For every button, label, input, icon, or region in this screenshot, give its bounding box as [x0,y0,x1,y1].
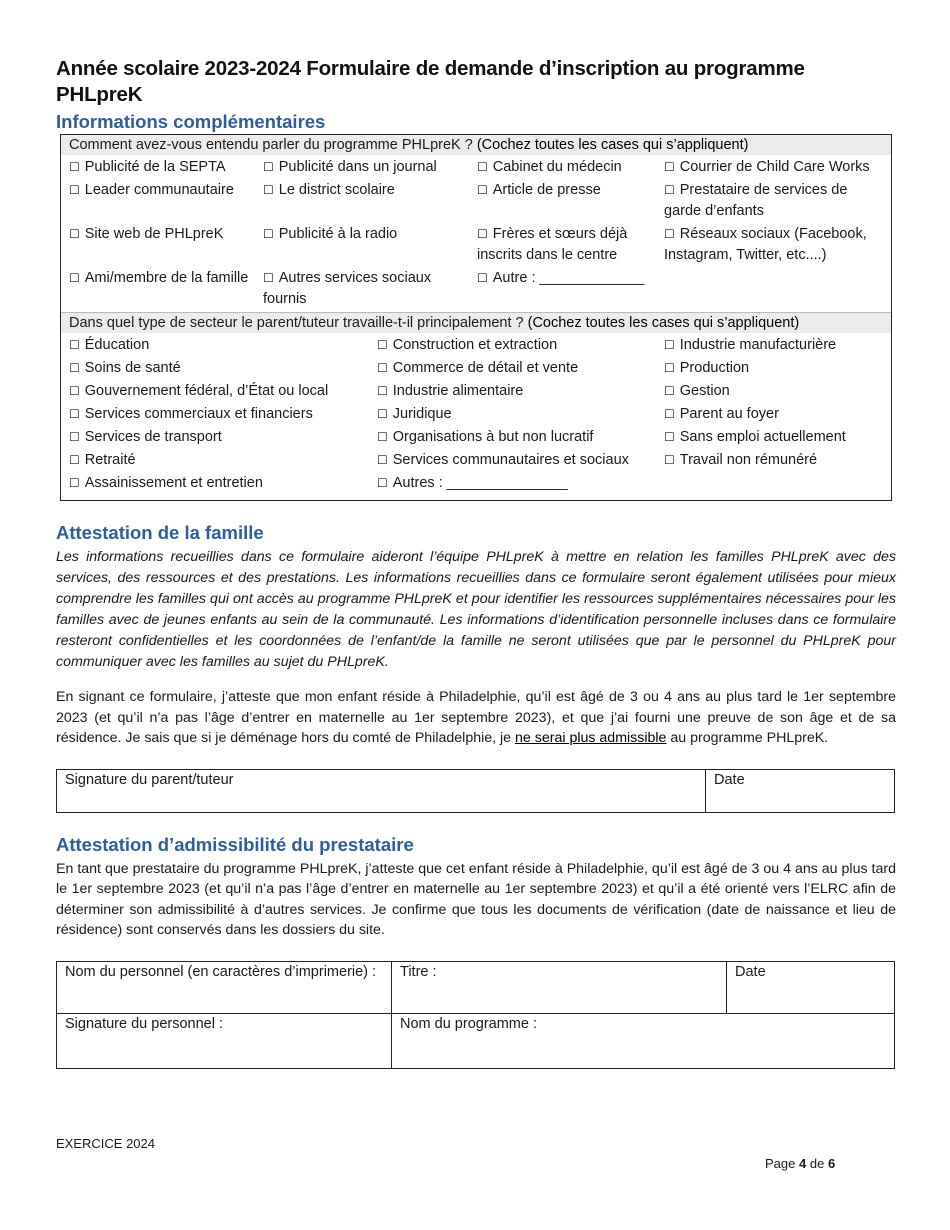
parent-signature-label: Signature du parent/tuteur [65,771,234,788]
checkbox-icon[interactable]: ☐ [377,430,388,444]
checkbox-icon[interactable]: ☐ [69,407,80,421]
heard-about-option [664,180,893,222]
sector-option [377,335,664,356]
section-heading-provider: Attestation d’admissibilité du prestataire [56,833,414,855]
checkbox-icon[interactable]: ☐ [477,183,488,197]
checkbox-icon[interactable]: ☐ [69,384,80,398]
sector-option-label: Gestion [679,383,730,399]
sector-option-label: Sans emploi actuellement [679,429,846,445]
question-hint: (Cochez toutes les cases qui s’appliquent) [476,137,749,153]
provider-date-label: Date [735,963,766,980]
heard-about-option-label: Réseaux sociaux (Facebook, Instagram, Twitter, etc....) [664,226,867,263]
parent-signature-field[interactable] [57,769,706,812]
family-info-paragraph: Les informations recueillies dans ce formulaire aideront l’équipe PHLpreK à mettre en relation les familles PHLpreK avec des services, des ressources et des prestations. Les informations recueillies dans ce formulaire seront également utilisées pour mieux comprendre les familles qui ont accès au programme PHLpreK et pour identifier les ressources supplémentaires nécessaires pour les familles avec de jeunes enfants au sein de la communauté. Les informations d’identification personnelle incluses dans ce formulaire resteront confidentielles et les coordonnées de l’enfant/de la famille ne seront utilisées que par le personnel du PHLpreK pour communiquer avec les familles au sujet du PHLpreK. [56,549,896,670]
staff-signature-label: Signature du personnel : [65,1015,223,1032]
sector-option-label: Soins de santé [84,360,181,376]
sector-option [664,335,890,356]
heard-about-option-label: Publicité à la radio [278,226,398,242]
heard-about-option [477,224,664,266]
sector-option [69,450,377,471]
checkbox-icon[interactable]: ☐ [477,227,488,241]
checkbox-icon[interactable]: ☐ [664,361,675,375]
sector-option-label: Services communautaires et sociaux [392,452,629,468]
heard-about-option-label: Ami/membre de la famille [84,270,249,286]
sector-option [69,335,377,356]
checkbox-icon[interactable]: ☐ [664,227,675,241]
sector-option [69,404,377,425]
sector-options [61,333,891,500]
heard-about-option [263,157,477,178]
checkbox-icon[interactable]: ☐ [664,407,675,421]
heard-about-options [61,155,891,312]
staff-signature-field[interactable] [57,1013,392,1068]
family-attestation-paragraph [56,687,896,749]
heard-about-option-label: Courrier de Child Care Works [679,159,870,175]
heard-about-option-label: Autre : _____________ [492,270,645,286]
heard-about-option-label: Site web de PHLpreK [84,226,224,242]
heard-about-option-label: Article de presse [492,182,601,198]
sector-option [664,358,890,379]
sector-option [377,404,664,425]
checkbox-icon[interactable]: ☐ [69,183,80,197]
heard-about-option [664,157,893,178]
page-current: 4 [799,1156,807,1171]
question-hint: (Cochez toutes les cases qui s’appliquent) [527,315,800,331]
checkbox-icon[interactable]: ☐ [664,430,675,444]
provider-attestation-paragraph: En tant que prestataire du programme PHLpreK, j’atteste que cet enfant réside à Philadelphie, qu’il est âgé de 3 ou 4 ans au plus tard le 1er septembre 2023 (et qu’il n’a pas l’âge d’entrer en maternelle au 1er septembre 2023) et qu’il a été orienté vers l’ELRC afin de déterminer son admissibilité à d’autres services. Je confirme que tous les documents de vérification (date de naissance et lieu de résidence) sont conservés dans les dossiers du site. [56,860,896,938]
heard-about-option [477,180,664,222]
page-separator: de [809,1156,825,1171]
question-sector [61,312,891,333]
heard-about-option [263,180,477,222]
checkbox-icon[interactable]: ☐ [69,430,80,444]
checkbox-icon[interactable]: ☐ [377,384,388,398]
heard-about-option [69,157,263,178]
sector-option-label: Autres : _______________ [392,475,568,491]
heard-about-option-label: Leader communautaire [84,182,234,198]
sector-option [377,427,664,448]
sector-option-label: Gouvernement fédéral, d’État ou local [84,383,329,399]
sector-option-label: Assainissement et entretien [84,475,263,491]
sector-option [664,450,890,471]
attestation-text-b: au programme PHLpreK. [670,730,829,746]
checkbox-icon[interactable]: ☐ [69,361,80,375]
sector-option-label: Services de transport [84,429,222,445]
sector-option [377,473,664,494]
form-page [56,56,896,1069]
heard-about-option-label: Frères et sœurs déjà inscrits dans le centre [477,226,628,263]
checkbox-icon[interactable]: ☐ [69,453,80,467]
heard-about-option-label: Le district scolaire [278,182,395,198]
parent-signature-table [56,769,895,813]
question-text: Dans quel type de secteur le parent/tuteur travaille-t-il principalement ? [69,315,524,331]
heard-about-option [263,224,477,266]
title-label: Titre : [400,963,437,980]
checkbox-icon[interactable]: ☐ [477,160,488,174]
sector-option [69,358,377,379]
checkbox-icon[interactable]: ☐ [377,407,388,421]
fiscal-year-footer: EXERCICE 2024 [56,1136,155,1151]
not-eligible-emphasis: ne serai plus admissible [515,730,667,746]
document-title: Année scolaire 2023-2024 Formulaire de demande d’inscription au programme PHLpreK [56,57,805,106]
sector-option [69,427,377,448]
sector-option-label: Parent au foyer [679,406,779,422]
sector-option-label: Organisations à but non lucratif [392,429,594,445]
heard-about-option-label: Prestataire de services de garde d’enfants [664,182,848,219]
checkbox-icon[interactable]: ☐ [263,160,274,174]
page-prefix: Page [765,1156,796,1171]
sector-option-label: Travail non rémunéré [679,452,818,468]
page-total: 6 [827,1156,836,1171]
sector-option-label: Construction et extraction [392,337,558,353]
sector-option-label: Production [679,360,750,376]
question-text: Comment avez-vous entendu parler du programme PHLpreK ? [69,137,473,153]
question-heard-about [61,135,891,155]
heard-about-option [69,268,263,310]
checkbox-icon[interactable]: ☐ [377,361,388,375]
checkbox-icon[interactable]: ☐ [69,476,80,490]
section-heading-info: Informations complémentaires [56,111,326,132]
heard-about-option [263,268,477,310]
heard-about-option-label: Autres services sociaux fournis [263,270,432,307]
info-box [60,134,892,501]
heard-about-option [664,224,893,266]
sector-option-label: Commerce de détail et vente [392,360,579,376]
title-field[interactable] [392,961,727,1013]
sector-option [664,427,890,448]
sector-option-label: Juridique [392,406,452,422]
checkbox-icon[interactable]: ☐ [69,338,80,352]
checkbox-icon[interactable]: ☐ [263,271,274,285]
attestation-text-a: En signant ce formulaire, j’atteste que mon enfant réside à Philadelphie, qu’il est âgé de 3 ou 4 ans au plus tard le 1er septembre 2023 (et qu’il n’a pas l’âge d’entrer en maternelle au 1er septembre 2023), et que j’ai fourni une preuve de son âge et de sa résidence. Je sais que si je déménage hors du comté de Philadelphie, je [56,689,896,746]
sector-option [69,473,377,494]
heard-about-option-label: Cabinet du médecin [492,159,622,175]
staff-name-field[interactable] [57,961,392,1013]
checkbox-icon[interactable]: ☐ [664,453,675,467]
checkbox-icon[interactable]: ☐ [477,271,488,285]
sector-option-label: Retraité [84,452,136,468]
program-name-field[interactable] [392,1013,895,1068]
sector-option-label: Éducation [84,337,150,353]
sector-option [664,404,890,425]
parent-date-field[interactable] [706,769,895,812]
sector-option-label: Industrie manufacturière [679,337,837,353]
heard-about-option-label: Publicité de la SEPTA [84,159,226,175]
checkbox-icon[interactable]: ☐ [377,338,388,352]
heard-about-option [477,268,664,310]
provider-date-field[interactable] [727,961,895,1013]
sector-option [377,381,664,402]
checkbox-icon[interactable]: ☐ [377,476,388,490]
checkbox-icon[interactable]: ☐ [263,183,274,197]
checkbox-icon[interactable]: ☐ [69,160,80,174]
heard-about-option [69,180,263,222]
checkbox-icon[interactable]: ☐ [263,227,274,241]
sector-option-label: Industrie alimentaire [392,383,524,399]
heard-about-option [69,224,263,266]
heard-about-option-label: Publicité dans un journal [278,159,437,175]
checkbox-icon[interactable]: ☐ [377,453,388,467]
sector-option [377,358,664,379]
provider-signature-table [56,961,895,1069]
checkbox-icon[interactable]: ☐ [69,271,80,285]
checkbox-icon[interactable]: ☐ [69,227,80,241]
sector-option [377,450,664,471]
page-number [765,1156,835,1171]
sector-option [664,381,890,402]
checkbox-icon[interactable]: ☐ [664,338,675,352]
staff-name-label: Nom du personnel (en caractères d’imprimerie) : [65,963,377,980]
checkbox-icon[interactable]: ☐ [664,160,675,174]
heard-about-option [477,157,664,178]
checkbox-icon[interactable]: ☐ [664,183,675,197]
section-heading-family: Attestation de la famille [56,522,264,543]
sector-option-label: Services commerciaux et financiers [84,406,313,422]
program-name-label: Nom du programme : [400,1015,537,1032]
sector-option [69,381,377,402]
checkbox-icon[interactable]: ☐ [664,384,675,398]
parent-date-label: Date [714,771,745,788]
